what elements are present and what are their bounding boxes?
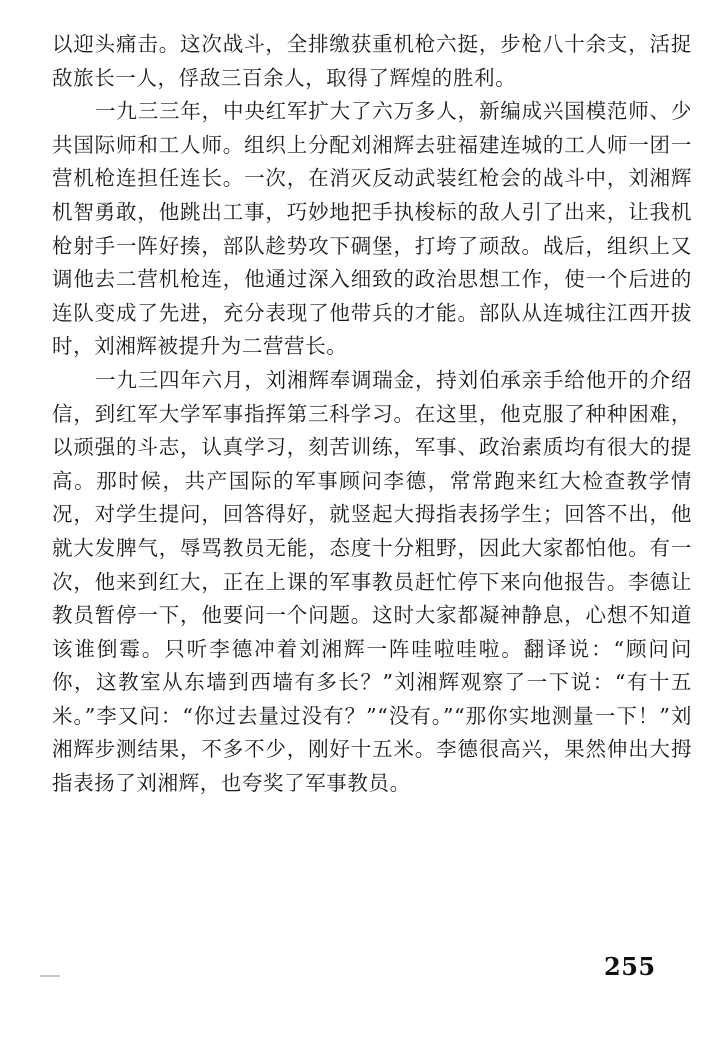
paragraph-continuation: 以迎头痛击。这次战斗，全排缴获重机枪六挺，步枪八十余支，活捉敌旅长一人，俘敌三百余人，取得了辉煌的胜利。 <box>52 32 692 90</box>
paragraph-1934: 一九三四年六月，刘湘辉奉调瑞金，持刘伯承亲手给他开的介绍信，到红军大学军事指挥第三科学习。在这里，他克服了种种困难，以顽强的斗志，认真学习，刻苦训练，军事、政治素质均有很大的提高。那时候，共产国际的军事顾问李德，常常跑来红大检查教学情况，对学生提问，回答得好，就竖起大拇指表扬学生；回答不出，他就大发脾气，辱骂教员无能，态度十分粗野，因此大家都怕他。有一次，他来到红大，正在上课的军事教员赶忙停下来向他报告。李德让教员暂停一下，他要问一个问题。这时大家都凝神静息，心想不知道该谁倒霉。只听李德冲着刘湘辉一阵哇啦哇啦。翻译说：“顾问问你，这教室从东墙到西墙有多长？”刘湘辉观察了一下说：“有十五米。”李又问：“你过去量过没有？”“没有。”“那你实地测量一下！”刘湘辉步测结果，不多不少，刚好十五米。李德很高兴，果然伸出大拇指表扬了刘湘辉，也夸奖了军事教员。 <box>52 367 692 796</box>
page-number: 255 <box>604 952 656 981</box>
body-text <box>52 28 692 801</box>
paragraph-1933: 一九三三年，中央红军扩大了六万多人，新编成兴国模范师、少共国际师和工人师。组织上分配刘湘辉去驻福建连城的工人师一团一营机枪连担任连长。一次，在消灭反动武装红枪会的战斗中，刘湘辉机智勇敢，他跳出工事，巧妙地把手执梭标的敌人引了出来，让我机枪射手一阵好揍，部队趁势攻下碉堡，打垮了顽敌。战后，组织上又调他去二营机枪连，他通过深入细致的政治思想工作，使一个后进的连队变成了先进，充分表现了他带兵的才能。部队从连城往江西开拔时，刘湘辉被提升为二营营长。 <box>52 99 692 359</box>
scan-speck <box>40 975 60 977</box>
